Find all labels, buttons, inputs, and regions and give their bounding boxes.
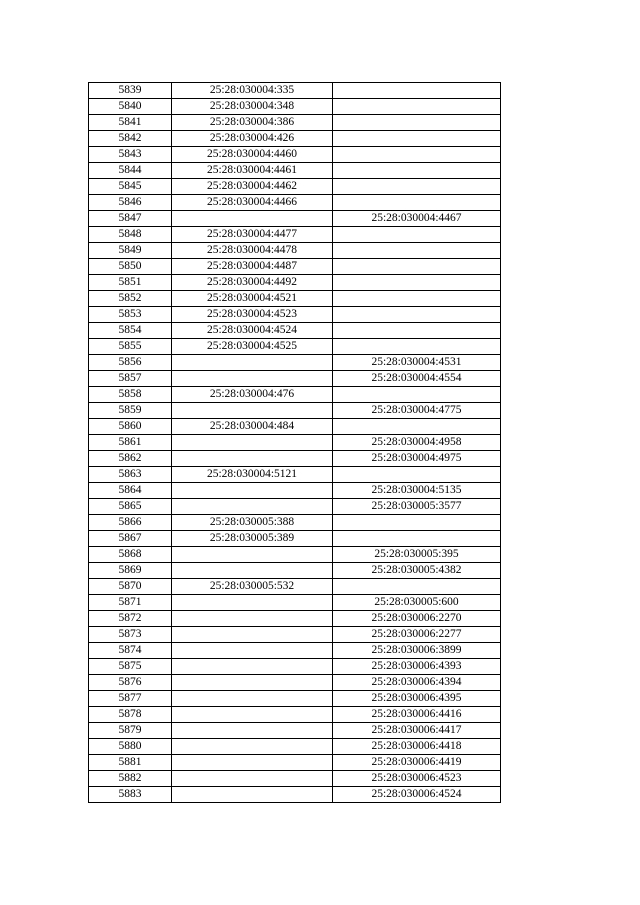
row-number-cell: 5840 xyxy=(89,99,172,115)
row-number-cell: 5870 xyxy=(89,579,172,595)
table-row xyxy=(89,659,501,675)
row-number-cell: 5845 xyxy=(89,179,172,195)
row-number-cell: 5847 xyxy=(89,211,172,227)
row-number-cell: 5864 xyxy=(89,483,172,499)
cadastral-number-alt-cell: 25:28:030006:4419 xyxy=(333,755,501,771)
table-row xyxy=(89,739,501,755)
cadastral-number-alt-cell: 25:28:030006:4394 xyxy=(333,675,501,691)
table-row xyxy=(89,707,501,723)
row-number-cell: 5854 xyxy=(89,323,172,339)
cadastral-number-alt-cell: 25:28:030006:4395 xyxy=(333,691,501,707)
row-number-cell: 5861 xyxy=(89,435,172,451)
table-row xyxy=(89,531,501,547)
cadastral-number-alt-cell: 25:28:030004:4775 xyxy=(333,403,501,419)
cadastral-number-alt-cell: 25:28:030005:395 xyxy=(333,547,501,563)
row-number-cell: 5878 xyxy=(89,707,172,723)
cadastral-number-cell: 25:28:030004:476 xyxy=(172,387,333,403)
table-row xyxy=(89,339,501,355)
cadastral-number-alt-cell xyxy=(333,579,501,595)
cadastral-number-alt-cell xyxy=(333,387,501,403)
cadastral-number-alt-cell xyxy=(333,179,501,195)
cadastral-number-alt-cell xyxy=(333,515,501,531)
cadastral-number-cell xyxy=(172,755,333,771)
cadastral-number-cell: 25:28:030004:4462 xyxy=(172,179,333,195)
row-number-cell: 5843 xyxy=(89,147,172,163)
table-row xyxy=(89,211,501,227)
cadastral-number-alt-cell xyxy=(333,307,501,323)
cadastral-number-alt-cell xyxy=(333,99,501,115)
cadastral-number-alt-cell xyxy=(333,131,501,147)
cadastral-number-alt-cell: 25:28:030004:4975 xyxy=(333,451,501,467)
row-number-cell: 5873 xyxy=(89,627,172,643)
cadastral-number-alt-cell xyxy=(333,531,501,547)
cadastral-number-alt-cell xyxy=(333,227,501,243)
cadastral-number-cell xyxy=(172,435,333,451)
row-number-cell: 5876 xyxy=(89,675,172,691)
cadastral-number-cell xyxy=(172,675,333,691)
table-row xyxy=(89,563,501,579)
cadastral-number-cell: 25:28:030004:4524 xyxy=(172,323,333,339)
cadastral-number-cell xyxy=(172,787,333,803)
row-number-cell: 5859 xyxy=(89,403,172,419)
table-row xyxy=(89,755,501,771)
cadastral-number-cell xyxy=(172,723,333,739)
cadastral-number-cell xyxy=(172,691,333,707)
cadastral-number-alt-cell: 25:28:030006:2270 xyxy=(333,611,501,627)
table-row xyxy=(89,467,501,483)
cadastral-number-alt-cell xyxy=(333,323,501,339)
row-number-cell: 5850 xyxy=(89,259,172,275)
cadastral-number-alt-cell xyxy=(333,83,501,99)
table-row xyxy=(89,499,501,515)
table-row xyxy=(89,147,501,163)
row-number-cell: 5877 xyxy=(89,691,172,707)
cadastral-number-alt-cell xyxy=(333,115,501,131)
cadastral-number-alt-cell: 25:28:030004:4531 xyxy=(333,355,501,371)
cadastral-number-cell xyxy=(172,643,333,659)
row-number-cell: 5883 xyxy=(89,787,172,803)
cadastral-number-alt-cell: 25:28:030005:600 xyxy=(333,595,501,611)
cadastral-number-alt-cell xyxy=(333,243,501,259)
table-row xyxy=(89,435,501,451)
cadastral-number-alt-cell xyxy=(333,275,501,291)
table-row xyxy=(89,115,501,131)
table-row xyxy=(89,275,501,291)
row-number-cell: 5851 xyxy=(89,275,172,291)
table-row xyxy=(89,483,501,499)
table-row xyxy=(89,83,501,99)
table-row xyxy=(89,419,501,435)
table-row xyxy=(89,323,501,339)
row-number-cell: 5879 xyxy=(89,723,172,739)
cadastral-number-alt-cell xyxy=(333,147,501,163)
row-number-cell: 5881 xyxy=(89,755,172,771)
row-number-cell: 5855 xyxy=(89,339,172,355)
row-number-cell: 5856 xyxy=(89,355,172,371)
table-row xyxy=(89,243,501,259)
cadastral-number-alt-cell: 25:28:030006:4524 xyxy=(333,787,501,803)
table-row xyxy=(89,675,501,691)
row-number-cell: 5868 xyxy=(89,547,172,563)
table-row xyxy=(89,547,501,563)
row-number-cell: 5839 xyxy=(89,83,172,99)
cadastral-number-alt-cell: 25:28:030006:4393 xyxy=(333,659,501,675)
cadastral-number-cell: 25:28:030004:335 xyxy=(172,83,333,99)
table-row xyxy=(89,579,501,595)
cadastral-number-cell: 25:28:030005:389 xyxy=(172,531,333,547)
cadastral-number-alt-cell: 25:28:030005:4382 xyxy=(333,563,501,579)
table-row xyxy=(89,787,501,803)
row-number-cell: 5863 xyxy=(89,467,172,483)
row-number-cell: 5862 xyxy=(89,451,172,467)
cadastral-number-cell: 25:28:030004:4525 xyxy=(172,339,333,355)
cadastral-number-cell xyxy=(172,739,333,755)
table-row xyxy=(89,387,501,403)
cadastral-number-cell xyxy=(172,499,333,515)
row-number-cell: 5874 xyxy=(89,643,172,659)
row-number-cell: 5866 xyxy=(89,515,172,531)
cadastral-number-cell: 25:28:030004:4492 xyxy=(172,275,333,291)
cadastral-number-alt-cell: 25:28:030006:3899 xyxy=(333,643,501,659)
table-row xyxy=(89,723,501,739)
table-row xyxy=(89,163,501,179)
cadastral-number-alt-cell: 25:28:030005:3577 xyxy=(333,499,501,515)
table-row xyxy=(89,307,501,323)
cadastral-number-cell: 25:28:030005:388 xyxy=(172,515,333,531)
cadastral-number-cell xyxy=(172,355,333,371)
row-number-cell: 5865 xyxy=(89,499,172,515)
row-number-cell: 5848 xyxy=(89,227,172,243)
table-row xyxy=(89,691,501,707)
cadastral-number-alt-cell: 25:28:030004:4467 xyxy=(333,211,501,227)
cadastral-number-alt-cell: 25:28:030004:5135 xyxy=(333,483,501,499)
cadastral-number-alt-cell: 25:28:030006:4418 xyxy=(333,739,501,755)
table-row xyxy=(89,131,501,147)
cadastral-number-cell xyxy=(172,595,333,611)
cadastral-number-cell: 25:28:030004:4521 xyxy=(172,291,333,307)
table-row xyxy=(89,227,501,243)
cadastral-number-cell: 25:28:030004:4487 xyxy=(172,259,333,275)
cadastral-number-cell: 25:28:030004:4478 xyxy=(172,243,333,259)
table-row xyxy=(89,99,501,115)
cadastral-number-alt-cell xyxy=(333,291,501,307)
table-row xyxy=(89,195,501,211)
row-number-cell: 5857 xyxy=(89,371,172,387)
cadastral-number-cell: 25:28:030004:4466 xyxy=(172,195,333,211)
row-number-cell: 5852 xyxy=(89,291,172,307)
cadastral-number-cell: 25:28:030004:4477 xyxy=(172,227,333,243)
cadastral-number-cell xyxy=(172,547,333,563)
table-row xyxy=(89,643,501,659)
table-row xyxy=(89,771,501,787)
cadastral-number-cell xyxy=(172,771,333,787)
row-number-cell: 5880 xyxy=(89,739,172,755)
row-number-cell: 5842 xyxy=(89,131,172,147)
cadastral-number-cell xyxy=(172,403,333,419)
row-number-cell: 5860 xyxy=(89,419,172,435)
cadastral-number-cell xyxy=(172,451,333,467)
row-number-cell: 5871 xyxy=(89,595,172,611)
cadastral-number-cell: 25:28:030004:386 xyxy=(172,115,333,131)
table-row xyxy=(89,595,501,611)
cadastral-number-cell xyxy=(172,611,333,627)
cadastral-number-alt-cell: 25:28:030006:4416 xyxy=(333,707,501,723)
row-number-cell: 5844 xyxy=(89,163,172,179)
table-body xyxy=(89,83,501,803)
cadastral-number-cell xyxy=(172,627,333,643)
cadastral-number-cell: 25:28:030004:4461 xyxy=(172,163,333,179)
cadastral-number-cell xyxy=(172,707,333,723)
cadastral-number-alt-cell xyxy=(333,339,501,355)
row-number-cell: 5875 xyxy=(89,659,172,675)
cadastral-number-cell xyxy=(172,371,333,387)
cadastral-number-alt-cell: 25:28:030006:4417 xyxy=(333,723,501,739)
table-row xyxy=(89,291,501,307)
row-number-cell: 5872 xyxy=(89,611,172,627)
cadastral-number-alt-cell: 25:28:030006:4523 xyxy=(333,771,501,787)
cadastral-number-alt-cell: 25:28:030004:4554 xyxy=(333,371,501,387)
cadastral-number-cell: 25:28:030004:484 xyxy=(172,419,333,435)
cadastral-number-cell xyxy=(172,211,333,227)
cadastral-number-alt-cell xyxy=(333,467,501,483)
table-row xyxy=(89,611,501,627)
cadastral-number-alt-cell xyxy=(333,163,501,179)
cadastral-number-cell: 25:28:030004:426 xyxy=(172,131,333,147)
table-row xyxy=(89,403,501,419)
cadastral-number-cell xyxy=(172,563,333,579)
cadastral-number-cell: 25:28:030004:4523 xyxy=(172,307,333,323)
cadastral-number-alt-cell xyxy=(333,419,501,435)
cadastral-number-table xyxy=(88,82,501,803)
row-number-cell: 5846 xyxy=(89,195,172,211)
row-number-cell: 5869 xyxy=(89,563,172,579)
cadastral-number-alt-cell: 25:28:030004:4958 xyxy=(333,435,501,451)
cadastral-number-alt-cell xyxy=(333,259,501,275)
cadastral-number-cell xyxy=(172,659,333,675)
row-number-cell: 5858 xyxy=(89,387,172,403)
row-number-cell: 5853 xyxy=(89,307,172,323)
table-row xyxy=(89,259,501,275)
table-row xyxy=(89,179,501,195)
table-row xyxy=(89,451,501,467)
row-number-cell: 5841 xyxy=(89,115,172,131)
cadastral-number-alt-cell xyxy=(333,195,501,211)
table-row xyxy=(89,371,501,387)
cadastral-number-cell: 25:28:030004:4460 xyxy=(172,147,333,163)
cadastral-number-cell xyxy=(172,483,333,499)
row-number-cell: 5849 xyxy=(89,243,172,259)
cadastral-number-cell: 25:28:030004:348 xyxy=(172,99,333,115)
table-row xyxy=(89,355,501,371)
cadastral-number-cell: 25:28:030005:532 xyxy=(172,579,333,595)
row-number-cell: 5882 xyxy=(89,771,172,787)
table-row xyxy=(89,515,501,531)
row-number-cell: 5867 xyxy=(89,531,172,547)
cadastral-number-alt-cell: 25:28:030006:2277 xyxy=(333,627,501,643)
cadastral-number-cell: 25:28:030004:5121 xyxy=(172,467,333,483)
table-row xyxy=(89,627,501,643)
